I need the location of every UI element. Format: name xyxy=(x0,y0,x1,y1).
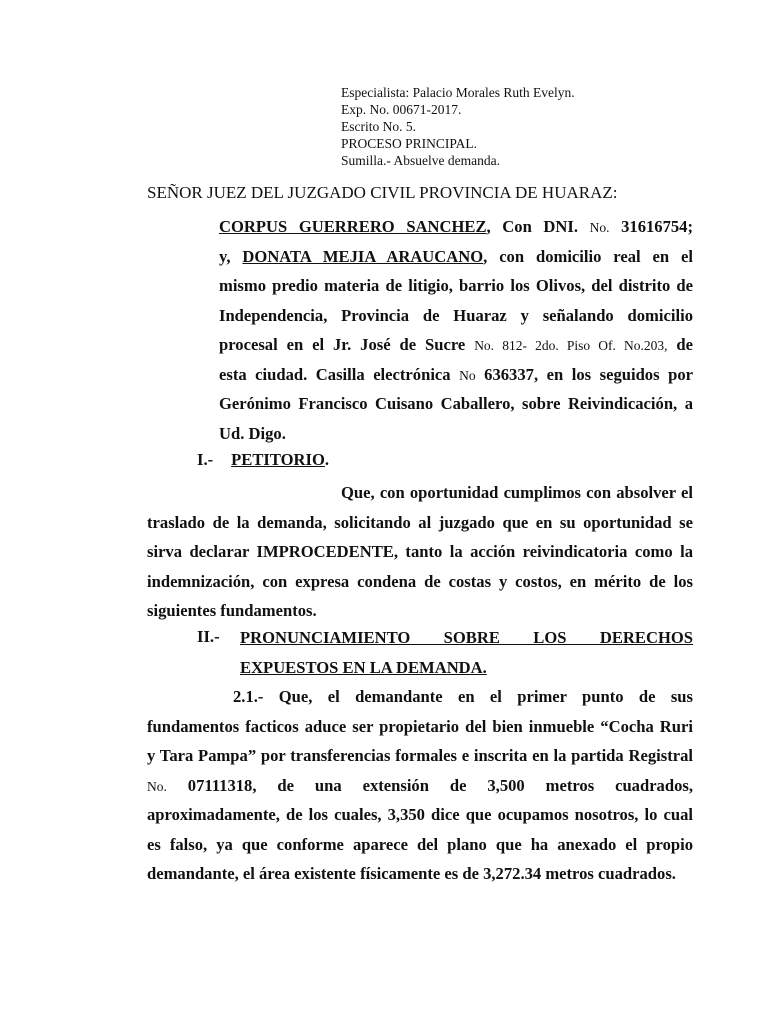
petitorio-line: Que, con oportunidad cumplimos con absolver el xyxy=(341,483,693,502)
point-line: 2.1.- Que, el demandante en el primer punto de sus xyxy=(233,687,693,706)
section-number: I.- xyxy=(197,450,214,469)
intro-line: y, DONATA MEJIA ARAUCANO, con domicilio real en el xyxy=(219,246,693,266)
header-line-sumilla: Sumilla.- Absuelve demanda. xyxy=(341,153,500,168)
section-title-line: EXPUESTOS EN LA DEMANDA. xyxy=(240,657,487,677)
point-line: es falso, ya que conforme aparece del plano que ha anexado el propio xyxy=(147,834,693,854)
party-name-2: DONATA MEJIA ARAUCANO xyxy=(242,246,484,266)
section-2-title xyxy=(240,623,693,682)
petitorio-line: siguientes fundamentos. xyxy=(147,601,317,620)
header-line-especialista: Especialista: Palacio Morales Ruth Evelyn. xyxy=(341,85,575,100)
section-title: PETITORIO xyxy=(231,450,325,469)
point-2-1-paragraph xyxy=(147,682,693,889)
section-title-line: PRONUNCIAMIENTO SOBRE LOS DERECHOS xyxy=(240,628,693,647)
intro-line: Independencia, Provincia de Huaraz y señalando domicilio xyxy=(219,305,693,325)
point-line: demandante, el área existente físicamente es de 3,272.34 metros cuadrados. xyxy=(147,864,676,883)
intro-line: Ud. Digo. xyxy=(219,423,286,443)
header-line-expediente: Exp. No. 00671-2017. xyxy=(341,102,462,117)
header-line-proceso: PROCESO PRINCIPAL. xyxy=(341,136,478,151)
petitorio-line: sirva declarar IMPROCEDENTE, tanto la acción reivindicatoria como la xyxy=(147,542,693,561)
case-header xyxy=(341,84,575,169)
header-line-escrito: Escrito No. 5. xyxy=(341,119,416,134)
petitorio-line: traslado de la demanda, solicitando al juzgado que en su oportunidad se xyxy=(147,512,693,532)
point-line: fundamentos facticos aduce ser propietario del bien inmueble “Cocha Ruri xyxy=(147,716,693,736)
party-name-1: CORPUS GUERRERO SANCHEZ xyxy=(219,217,487,236)
point-line: aproximadamente, de los cuales, 3,350 dice que ocupamos nosotros, lo cual xyxy=(147,805,693,824)
point-line: y Tara Pampa” por transferencias formales e inscrita en la partida Registral xyxy=(147,746,693,765)
section-1-heading: I.- PETITORIO. xyxy=(197,450,330,469)
intro-paragraph xyxy=(219,212,693,448)
addressee-line: SEÑOR JUEZ DEL JUZGADO CIVIL PROVINCIA DE HUARAZ: xyxy=(147,183,618,202)
petitorio-line: indemnización, con expresa condena de costas y costos, en mérito de los xyxy=(147,571,693,591)
intro-line: esta ciudad. Casilla electrónica No 636337, en los seguidos por xyxy=(219,364,693,384)
point-line: No. 07111318, de una extensión de 3,500 metros cuadrados, xyxy=(147,775,693,795)
intro-line: Gerónimo Francisco Cuisano Caballero, sobre Reivindicación, a xyxy=(219,394,693,413)
intro-line: CORPUS GUERRERO SANCHEZ, Con DNI. No. 31616754; xyxy=(219,217,693,236)
section-2-number: II.- xyxy=(197,627,220,646)
petitorio-paragraph xyxy=(147,478,693,626)
intro-line: procesal en el Jr. José de Sucre No. 812- 2do. Piso Of. No.203, de xyxy=(219,335,694,354)
intro-line: mismo predio materia de litigio, barrio los Olivos, del distrito de xyxy=(219,276,693,295)
